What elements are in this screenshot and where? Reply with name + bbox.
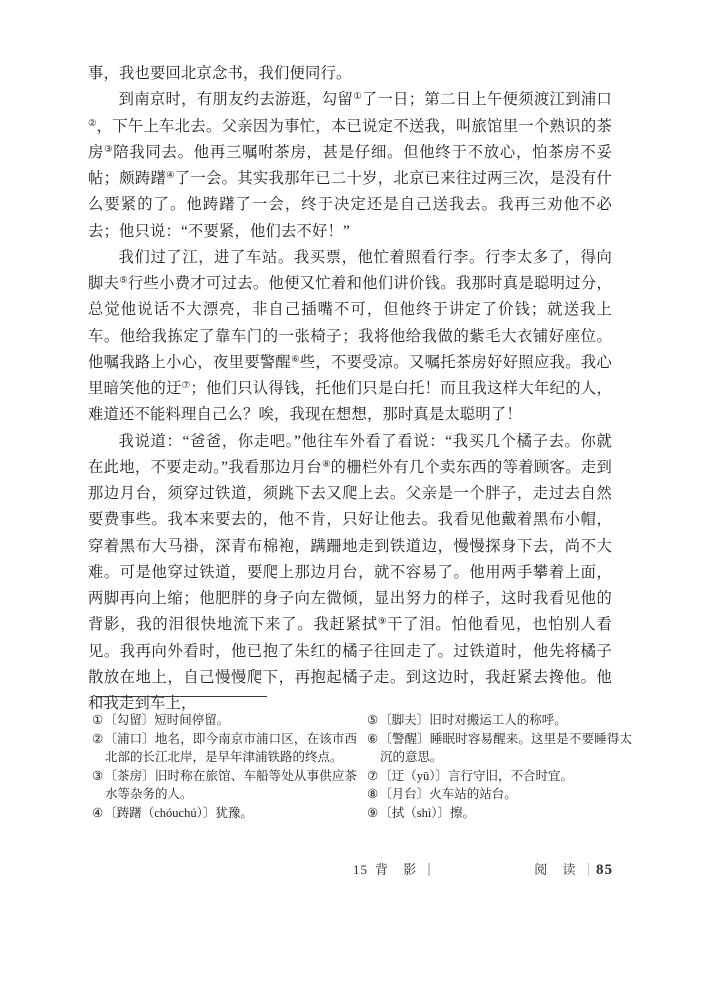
footnote-marker: ⑦ — [367, 768, 380, 783]
footnote-item — [92, 730, 357, 767]
footnote-marker: ⑤ — [367, 713, 380, 727]
paragraph-continuation: 事，我也要回北京念书，我们便同行。 — [88, 65, 352, 82]
footnote-item — [367, 785, 632, 804]
footnote-marker: ⑨ — [367, 805, 380, 820]
note-reference: ⑨ — [377, 617, 388, 628]
footer-divider — [588, 863, 590, 876]
lesson-title: 背 影 — [375, 862, 423, 877]
footnote-item — [92, 767, 357, 804]
lesson-body-text — [88, 61, 612, 717]
section-info — [534, 859, 613, 879]
footnote-marker: ④ — [92, 805, 105, 820]
footer-divider — [428, 863, 430, 876]
footnote-item — [92, 804, 357, 823]
footnote-text: 〔月台〕火车站的站台。 — [379, 787, 517, 801]
note-reference: ⑧ — [322, 459, 331, 470]
paragraph: 我说道：“爸爸，你走吧。”他往车外看了看说：“我买几个橘子去。你就在此地，不要走动。”我看那边月台⑧的栅栏外有几个卖东西的等着顾客。走到那边月台，须穿过铁道，须跳下去又爬上去。父亲是一个胖子，走过去自然要费事些。我本来要去的，他不肯，只好让他去。我看见他戴着黑布小帽，穿着黑布大马褂，深青布棉袍，蹒跚地走到铁道边，慢慢探身下去，尚不大难。可是他穿过铁道，要爬上那边月台，就不容易了。他用两手攀着上面，两脚再向上缩；他肥胖的身子向左微倾，显出努力的样子，这时我看见他的背影，我的泪很快地流下来了。我赶紧拭⑨干了泪。怕他看见，也怕别人看见。我再向外看时，他已抱了朱红的橘子往回走了。过铁道时，他先将橘子散放在地上，自己慢慢爬下，再抱起橘子走。到这边时，我赶紧去搀他。他和我走到车上， — [88, 432, 612, 712]
footnote-item — [367, 730, 632, 767]
section-label: 阅 读 — [534, 862, 582, 877]
note-reference: ③ — [104, 144, 114, 155]
footnote-item — [367, 711, 632, 730]
footnote-text: 〔踌躇（chóuchú）〕犹豫。 — [104, 805, 253, 820]
footnote-text: 〔迂（yū）〕言行守旧，不合时宜。 — [379, 768, 573, 783]
footnote-item — [92, 711, 357, 730]
footnote-text: 〔拭（shì）〕擦。 — [379, 805, 476, 820]
lesson-number: 15 — [353, 862, 368, 877]
page-footer — [0, 856, 701, 880]
page-number: 85 — [596, 862, 613, 878]
note-reference: ⑦ — [181, 381, 191, 391]
lesson-info — [353, 859, 437, 878]
note-reference: ⑤ — [119, 276, 128, 286]
footnote-item — [367, 767, 632, 786]
paragraph: 到南京时，有朋友约去游逛，勾留①了一日；第二日上午便须渡江到浦口②，下午上车北去。父亲因为事忙，本已说定不送我，叫旅馆里一个熟识的茶房③陪我同去。他再三嘱咐茶房，甚是仔细。但他终于不放心，怕茶房不妥帖；颇踌躇④了一会。其实我那年已二十岁，北京已来往过两三次，是没有什么要紧的了。他踌躇了一会，终于决定还是自己送我去。我再三劝他不必去；他只说：“不要紧，他们去不好！” — [88, 91, 612, 240]
footnote-marker: ① — [92, 713, 105, 727]
footnote-text: 〔脚夫〕旧时对搬运工人的称呼。 — [379, 713, 567, 727]
footnote-text: 〔勾留〕短时间停留。 — [104, 713, 230, 727]
footnote-text: 〔茶房〕旧时称在旅馆、车船等处从事供应茶水等杂务的人。 — [104, 768, 357, 801]
footnotes-left-column — [92, 711, 357, 822]
footnote-marker: ⑧ — [367, 787, 380, 801]
footnote-marker: ② — [92, 731, 105, 746]
footnote-separator — [95, 696, 267, 697]
note-reference: ① — [353, 92, 362, 103]
footnote-text: 〔浦口〕地名，即今南京市浦口区，在该市西北部的长江北岸，是早年津浦铁路的终点。 — [104, 731, 357, 764]
note-reference: ② — [88, 118, 97, 129]
note-reference: ④ — [166, 171, 175, 181]
note-reference: ⑥ — [291, 354, 300, 365]
footnote-marker: ⑥ — [367, 731, 380, 746]
footnote-marker: ③ — [92, 768, 105, 783]
footnote-item — [367, 804, 632, 823]
paragraph: 我们过了江，进了车站。我买票，他忙着照看行李。行李太多了，得向脚夫⑤行些小费才可过去。他便又忙着和他们讲价钱。我那时真是聪明过分，总觉他说话不大漂亮，非自己插嘴不可，但他终于讲定了价钱；就送我上车。他给我拣定了靠车门的一张椅子；我将他给我做的紫毛大衣铺好座位。他嘱我路上小心，夜里要警醒⑥些，不要受凉。又嘱托茶房好好照应我。我心里暗笑他的迂⑦；他们只认得钱，托他们只是白托！而且我这样大年纪的人，难道还不能料理自己么？唉，我现在想想，那时真是太聪明了！ — [88, 248, 612, 424]
footnotes-right-column — [367, 711, 632, 822]
footnote-text: 〔警醒〕睡眠时容易醒来。这里是不要睡得太沉的意思。 — [379, 731, 632, 764]
footnotes — [92, 711, 632, 822]
